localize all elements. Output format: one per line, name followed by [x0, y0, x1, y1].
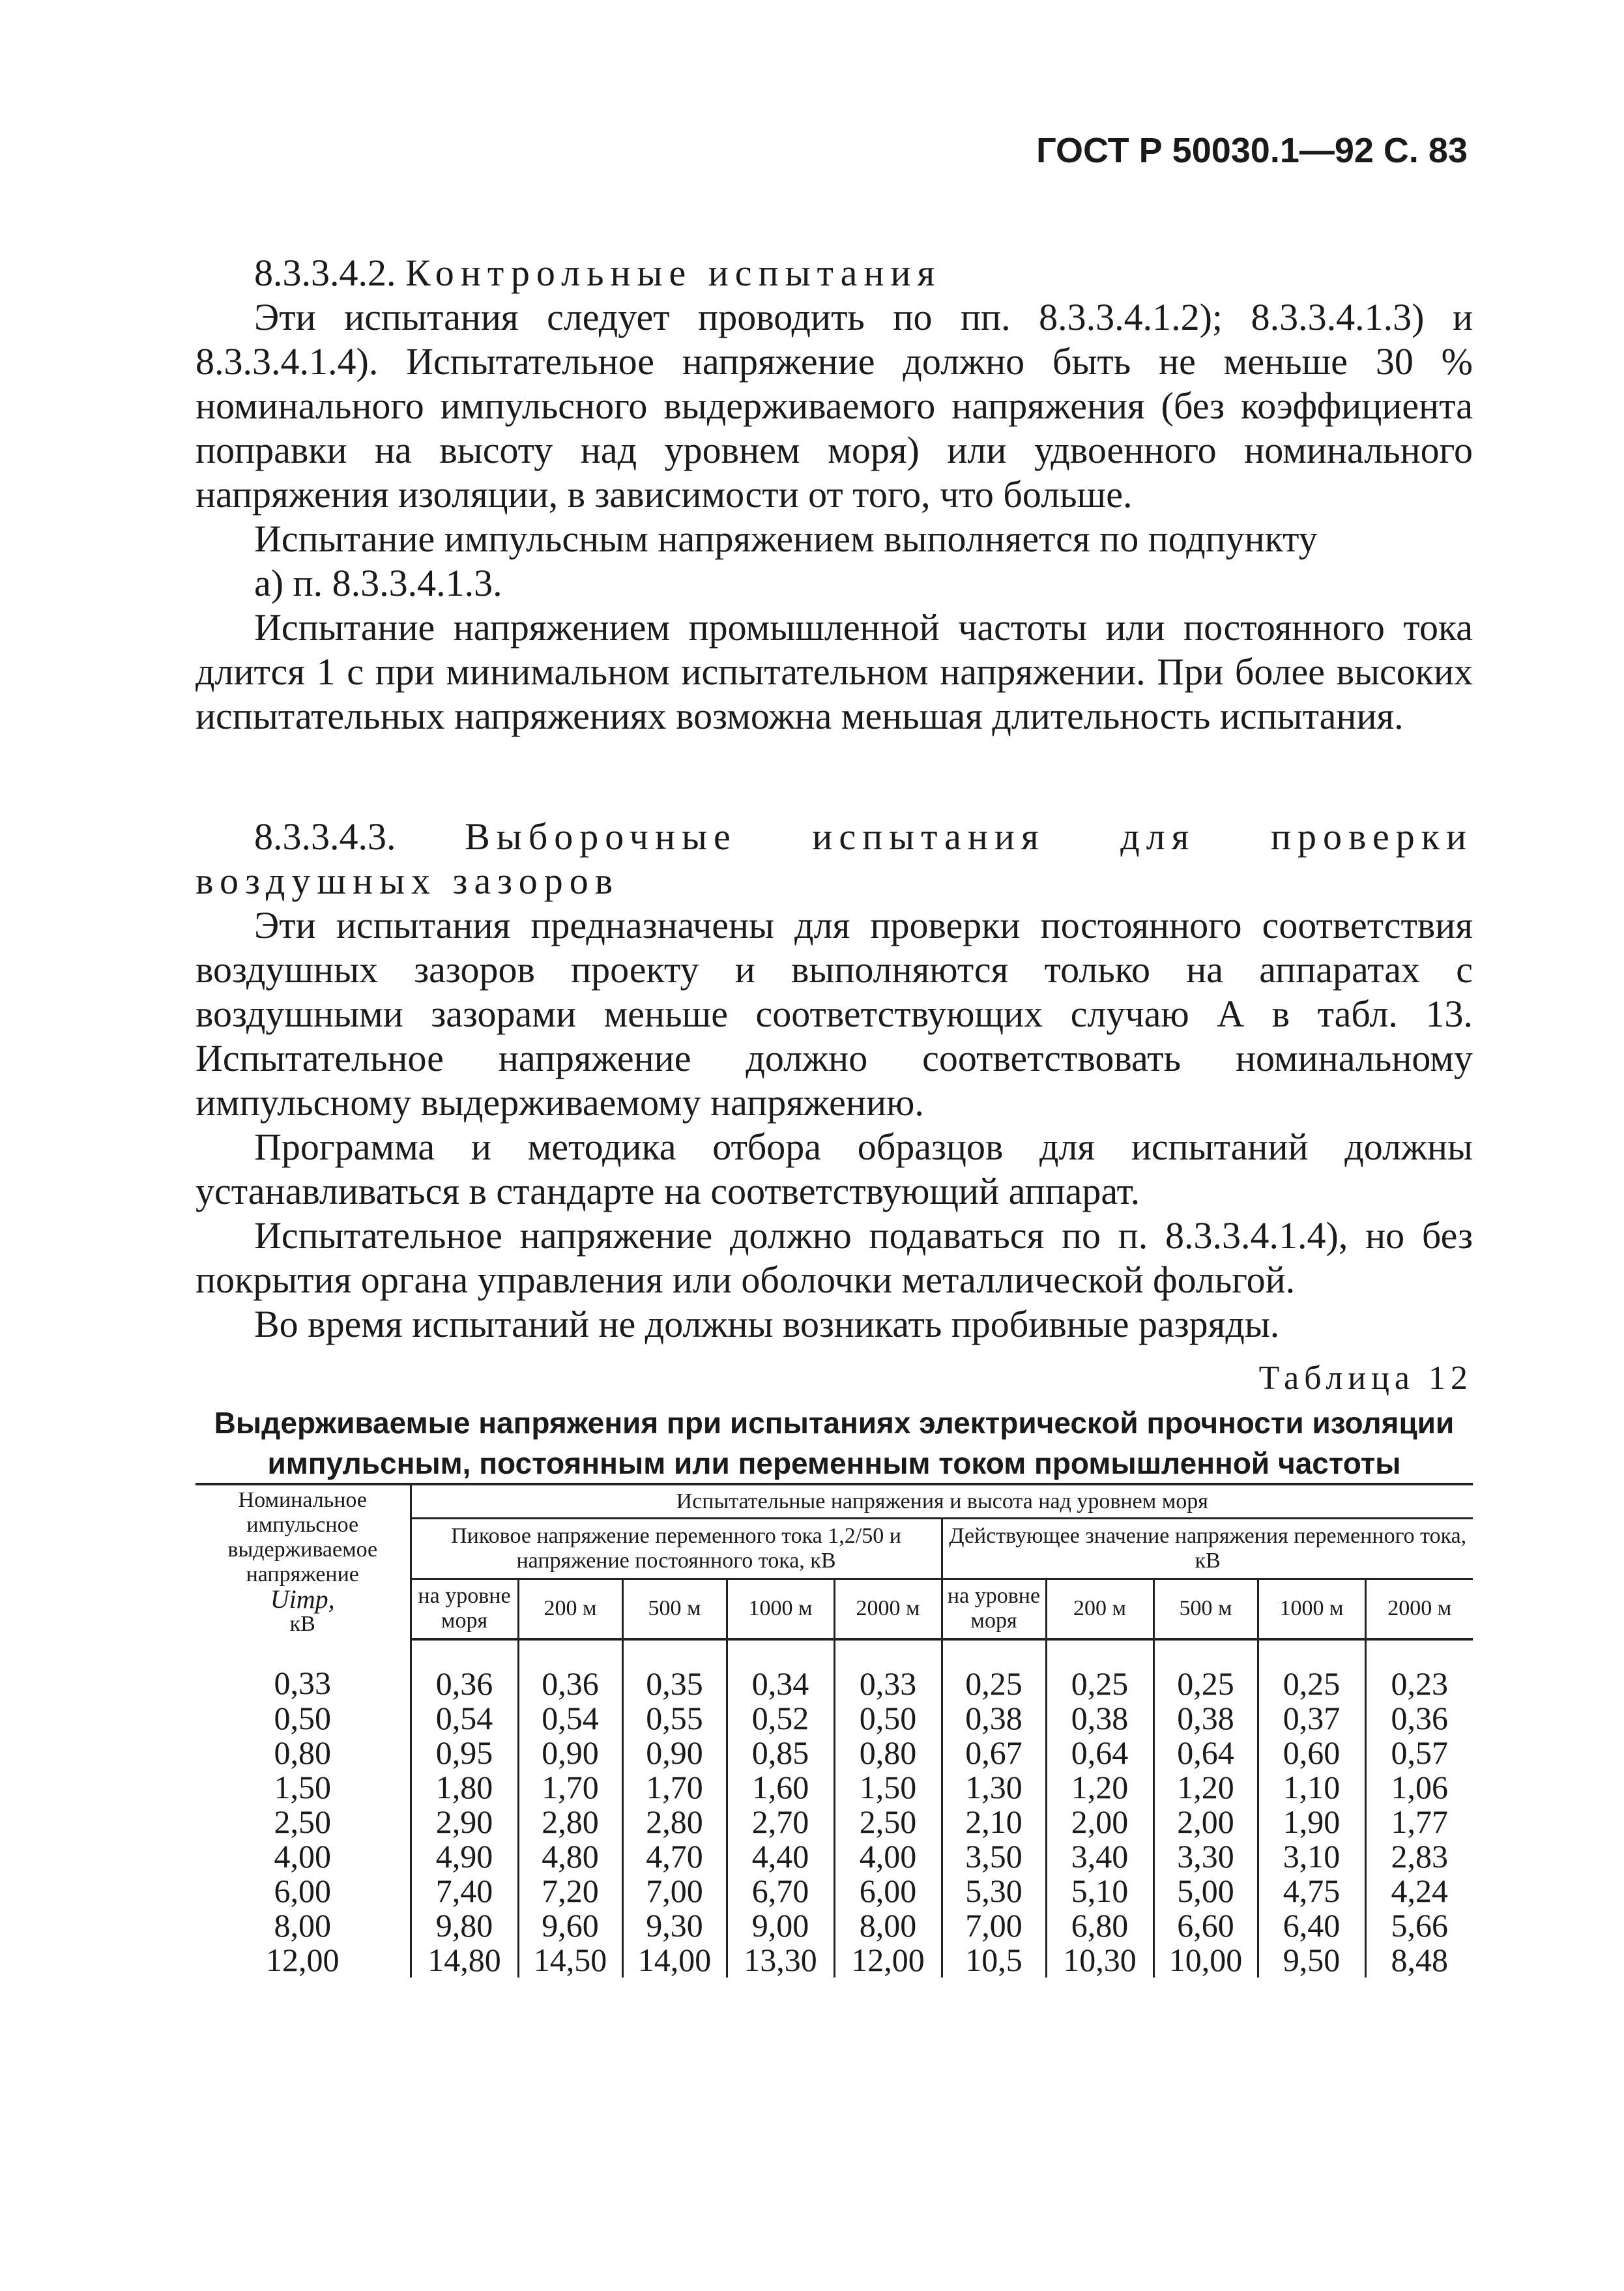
table-row [196, 1805, 1473, 1839]
header-altitude: 1000 м [1258, 1579, 1365, 1639]
paragraph: Испытание импульсным напряжением выполняется по подпункту [254, 518, 1318, 560]
test-voltage-cell: 4,75 [1258, 1874, 1365, 1908]
paragraph: Испытание напряжением промышленной частоты или постоянного тока длится 1 с при минимальном испытательном напряжении. При более высоких испытательных напряжениях возможна меньшая длительность испытания. [196, 606, 1473, 737]
header-altitude: 200 м [518, 1579, 622, 1639]
test-voltage-cell: 9,30 [622, 1908, 727, 1943]
test-voltage-cell: 8,00 [834, 1908, 942, 1943]
test-voltage-cell: 0,60 [1258, 1736, 1365, 1770]
table-row [196, 1908, 1473, 1943]
test-voltage-cell: 1,10 [1258, 1770, 1365, 1805]
test-voltage-cell: 5,00 [1153, 1874, 1258, 1908]
test-voltage-cell: 0,52 [727, 1701, 834, 1736]
header-altitude: 1000 м [727, 1579, 834, 1639]
test-voltage-cell: 2,83 [1365, 1839, 1473, 1874]
test-voltage-cell: 4,24 [1365, 1874, 1473, 1908]
test-voltage-cell: 1,60 [727, 1770, 834, 1805]
test-voltage-cell: 0,37 [1258, 1701, 1365, 1736]
test-voltage-cell: 0,67 [942, 1736, 1046, 1770]
table-row [196, 1639, 1473, 1701]
test-voltage-cell: 10,30 [1046, 1943, 1153, 1977]
voltage-table [196, 1483, 1473, 1977]
test-voltage-cell: 1,30 [942, 1770, 1046, 1805]
test-voltage-cell: 5,30 [942, 1874, 1046, 1908]
test-voltage-cell: 0,90 [622, 1736, 727, 1770]
rated-voltage-cell: 0,50 [274, 1700, 331, 1736]
table-caption [196, 1359, 1473, 1483]
test-voltage-cell: 7,40 [411, 1874, 518, 1908]
test-voltage-cell: 0,54 [411, 1701, 518, 1736]
test-voltage-cell: 2,10 [942, 1805, 1046, 1839]
test-voltage-cell: 6,70 [727, 1874, 834, 1908]
test-voltage-cell: 1,70 [622, 1770, 727, 1805]
test-voltage-cell: 4,80 [518, 1839, 622, 1874]
test-voltage-cell: 1,20 [1046, 1770, 1153, 1805]
test-voltage-cell: 14,50 [518, 1943, 622, 1977]
test-voltage-cell: 0,33 [834, 1639, 942, 1701]
test-voltage-cell: 0,23 [1365, 1639, 1473, 1701]
test-voltage-cell: 0,50 [834, 1701, 942, 1736]
rated-voltage-cell: 1,50 [274, 1769, 331, 1805]
section-8-3-3-4-3 [196, 815, 1473, 1347]
rated-voltage-cell: 8,00 [274, 1907, 331, 1944]
test-voltage-cell: 10,00 [1153, 1943, 1258, 1977]
header-rated-voltage [196, 1484, 411, 1639]
table-label: Таблица 12 [1258, 1360, 1473, 1397]
test-voltage-cell: 0,85 [727, 1736, 834, 1770]
table-row [196, 1943, 1473, 1977]
header-test-voltages: Испытательные напряжения и высота над уровнем моря [411, 1484, 1473, 1519]
test-voltage-cell: 10,5 [942, 1943, 1046, 1977]
test-voltage-cell: 12,00 [834, 1943, 942, 1977]
header-altitude: 500 м [622, 1579, 727, 1639]
test-voltage-cell: 0,90 [518, 1736, 622, 1770]
test-voltage-cell: 0,38 [1046, 1701, 1153, 1736]
test-voltage-cell: 0,38 [942, 1701, 1046, 1736]
table-row [196, 1770, 1473, 1805]
test-voltage-cell: 0,57 [1365, 1736, 1473, 1770]
section-heading [196, 251, 1473, 295]
table-title: Выдерживаемые напряжения при испытаниях электрической прочности изоляции импульсным, постоянным или переменным током промышленной частоты [214, 1406, 1455, 1480]
test-voltage-cell: 2,90 [411, 1805, 518, 1839]
test-voltage-cell: 0,55 [622, 1701, 727, 1736]
test-voltage-cell: 4,00 [834, 1839, 942, 1874]
test-voltage-cell: 0,36 [1365, 1701, 1473, 1736]
test-voltage-cell: 9,80 [411, 1908, 518, 1943]
list-item: а) п. 8.3.3.4.1.3. [254, 562, 502, 604]
rated-voltage-cell: 2,50 [274, 1803, 331, 1840]
test-voltage-cell: 4,90 [411, 1839, 518, 1874]
test-voltage-cell: 6,60 [1153, 1908, 1258, 1943]
test-voltage-cell: 1,50 [834, 1770, 942, 1805]
test-voltage-cell: 0,95 [411, 1736, 518, 1770]
header-rated-voltage-text: Номинальное импульсное выдерживаемое напряжение [227, 1488, 378, 1586]
test-voltage-cell: 0,38 [1153, 1701, 1258, 1736]
rated-voltage-cell: 6,00 [274, 1873, 331, 1909]
test-voltage-cell: 2,80 [622, 1805, 727, 1839]
test-voltage-cell: 1,70 [518, 1770, 622, 1805]
test-voltage-cell: 1,90 [1258, 1805, 1365, 1839]
table-row [196, 1736, 1473, 1770]
paragraph: Эти испытания предназначены для проверки постоянного соответствия воздушных зазоров проекту и выполняются только на аппаратах с воздушными зазорами меньше соответствующих случаю А в табл. 13. Испытательное напряжение должно соответствовать номинальному импульсному выдерживаемому напряжению. [196, 904, 1473, 1124]
test-voltage-cell: 0,25 [1153, 1639, 1258, 1701]
rated-voltage-cell: 0,80 [274, 1734, 331, 1771]
test-voltage-cell: 2,00 [1153, 1805, 1258, 1839]
section-number: 8.3.3.4.3. [254, 815, 396, 858]
paragraph: Программа и методика отбора образцов для испытаний должны устанавливаться в стандарте на соответствующий аппарат. [196, 1126, 1473, 1212]
test-voltage-cell: 3,40 [1046, 1839, 1153, 1874]
header-altitude: 500 м [1153, 1579, 1258, 1639]
test-voltage-cell: 1,77 [1365, 1805, 1473, 1839]
test-voltage-cell: 2,70 [727, 1805, 834, 1839]
table-row [196, 1701, 1473, 1736]
test-voltage-cell: 7,00 [942, 1908, 1046, 1943]
header-altitude: 200 м [1046, 1579, 1153, 1639]
test-voltage-cell: 0,25 [1258, 1639, 1365, 1701]
rated-voltage-cell: 0,33 [274, 1665, 331, 1701]
section-number: 8.3.3.4.2. [254, 252, 396, 294]
paragraph: Испытательное напряжение должно подаваться по п. 8.3.3.4.1.4), но без покрытия органа управления или оболочки металлической фольгой. [196, 1214, 1473, 1301]
section-heading [196, 815, 1473, 903]
test-voltage-cell: 6,40 [1258, 1908, 1365, 1943]
header-altitude: на уровне моря [942, 1579, 1046, 1639]
test-voltage-cell: 8,48 [1365, 1943, 1473, 1977]
test-voltage-cell: 4,70 [622, 1839, 727, 1874]
test-voltage-cell: 9,50 [1258, 1943, 1365, 1977]
test-voltage-cell: 0,36 [411, 1639, 518, 1701]
header-unit: кВ [289, 1612, 315, 1636]
test-voltage-cell: 0,34 [727, 1639, 834, 1701]
paragraph: Эти испытания следует проводить по пп. 8.3.3.4.1.2); 8.3.3.4.1.3) и 8.3.3.4.1.4). Испытательное напряжение должно быть не меньше 30 % номинального импульсного выдерживаемого напряжения (без коэффициента поправки на высоту над уровнем моря) или удвоенного номинального напряжения изоляции, в зависимости от того, что больше. [196, 296, 1473, 516]
test-voltage-cell: 1,80 [411, 1770, 518, 1805]
test-voltage-cell: 13,30 [727, 1943, 834, 1977]
table-row [196, 1874, 1473, 1908]
test-voltage-cell: 9,60 [518, 1908, 622, 1943]
test-voltage-cell: 0,36 [518, 1639, 622, 1701]
test-voltage-cell: 7,00 [622, 1874, 727, 1908]
section-title: Выборочные испытания для проверки воздушных зазоров [196, 815, 1473, 902]
test-voltage-cell: 3,50 [942, 1839, 1046, 1874]
header-altitude: 2000 м [834, 1579, 942, 1639]
test-voltage-cell: 14,00 [622, 1943, 727, 1977]
table-body [196, 1639, 1473, 1977]
test-voltage-cell: 1,06 [1365, 1770, 1473, 1805]
test-voltage-cell: 7,20 [518, 1874, 622, 1908]
test-voltage-cell: 1,20 [1153, 1770, 1258, 1805]
test-voltage-cell: 2,80 [518, 1805, 622, 1839]
test-voltage-cell: 0,64 [1153, 1736, 1258, 1770]
test-voltage-cell: 0,80 [834, 1736, 942, 1770]
page-header: ГОСТ Р 50030.1—92 С. 83 [1036, 131, 1468, 170]
test-voltage-cell: 14,80 [411, 1943, 518, 1977]
header-peak-voltage: Пиковое напряжение переменного тока 1,2/50 и напряжение постоянного тока, кВ [411, 1519, 942, 1579]
test-voltage-cell: 2,50 [834, 1805, 942, 1839]
test-voltage-cell: 5,10 [1046, 1874, 1153, 1908]
test-voltage-cell: 9,00 [727, 1908, 834, 1943]
rated-voltage-cell: 12,00 [266, 1942, 340, 1978]
test-voltage-cell: 3,30 [1153, 1839, 1258, 1874]
rated-voltage-cell: 4,00 [274, 1838, 331, 1875]
header-symbol: Uimp, [270, 1584, 335, 1614]
section-title: Контрольные испытания [405, 252, 942, 294]
test-voltage-cell: 0,25 [942, 1639, 1046, 1701]
header-altitude: 2000 м [1365, 1579, 1473, 1639]
header-rms-voltage: Действующее значение напряжения переменного тока, кВ [942, 1519, 1473, 1579]
test-voltage-cell: 4,40 [727, 1839, 834, 1874]
test-voltage-cell: 3,10 [1258, 1839, 1365, 1874]
table-row [196, 1839, 1473, 1874]
test-voltage-cell: 6,80 [1046, 1908, 1153, 1943]
test-voltage-cell: 0,35 [622, 1639, 727, 1701]
test-voltage-cell: 5,66 [1365, 1908, 1473, 1943]
test-voltage-cell: 0,54 [518, 1701, 622, 1736]
test-voltage-cell: 0,25 [1046, 1639, 1153, 1701]
test-voltage-cell: 6,00 [834, 1874, 942, 1908]
paragraph: Во время испытаний не должны возникать пробивные разряды. [254, 1303, 1280, 1345]
test-voltage-cell: 2,00 [1046, 1805, 1153, 1839]
header-altitude: на уровне моря [411, 1579, 518, 1639]
test-voltage-cell: 0,64 [1046, 1736, 1153, 1770]
section-8-3-3-4-2 [196, 251, 1473, 738]
